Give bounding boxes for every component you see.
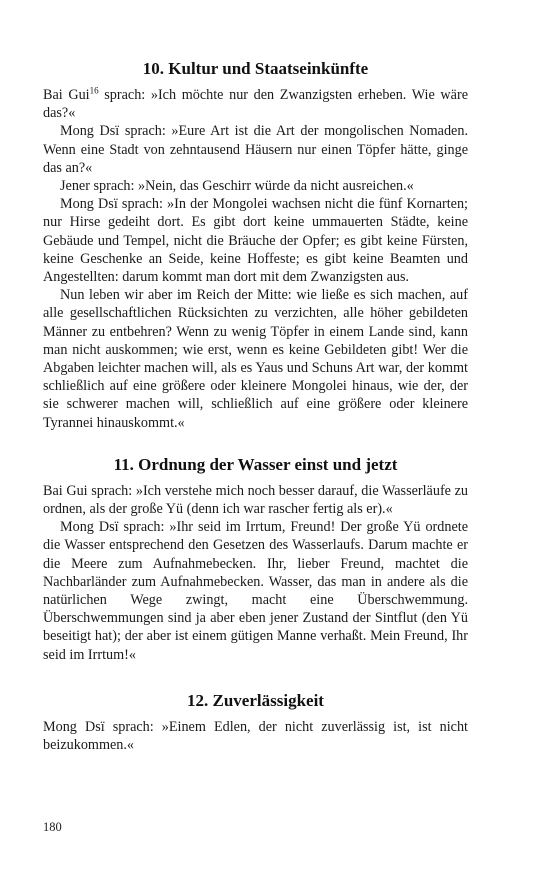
paragraph: Nun leben wir aber im Reich der Mitte: wie ließe es sich machen, auf alle gesellschaftlichen Rücksichten zu verzichten, alle höher gebildeten Männer zu entbehren? Wenn zu wenig Töpfer in einem Lande sind, kann man nicht auskommen; wie erst, wenn es keine Gebildeten gibt! Wer die Abgaben leichter machen will, als es Yaus und Schuns Art war, der kommt schließlich auf eine größere oder kleinere Mongolei hinaus, wie der, der sie schwerer machen will, schließlich auf eine größere oder kleinere Tyrannei hinauskommt.« (43, 287, 468, 431)
section-title-11: 11. Ordnung der Wasser einst und jetzt (113, 454, 398, 474)
page-content (43, 58, 468, 754)
paragraph: Mong Dsï sprach: »Einem Edlen, der nicht zuverlässig ist, ist nicht beizukommen.« (43, 718, 468, 754)
page-number: 180 (43, 820, 62, 834)
paragraph: Mong Dsï sprach: »In der Mongolei wachsen nicht die fünf Kornarten; nur Hirse gedeiht dort. Es gibt dort keine ummauerten Städte, keine Gebäude und Tempel, nicht die Bräuche der Opfer; es gibt keine Fürsten, keine Geschenke an Seide, keine Hoffeste; es gibt keine Beamten und Angestellten: darum kommt man dort mit dem Zwanzigsten aus. (43, 196, 468, 286)
paragraph: Mong Dsï sprach: »Ihr seid im Irrtum, Freund! Der große Yü ordnete die Wasser entsprechend den Gesetzen des Wasserlaufs. Darum machte er die Meere zum Aufnahmebecken. Ihr, lieber Freund, machtet die Nachbarländer zum Aufnahmebecken. Wasser, das man in andere als die natürlichen Wege zwingt, macht eine Überschwemmung. Überschwemmungen sind ja aber eben jener Zustand der Sintflut (den Yü beseitigt hat); der aber ist einem gütigen Manne verhaßt. Mein Freund, Ihr seid im Irrtum!« (43, 519, 468, 663)
paragraph-text: Bai Gui (43, 87, 90, 103)
paragraph: Mong Dsï sprach: »Eure Art ist die Art der mongolischen Nomaden. Wenn eine Stadt von zehntausend Häusern nur einen Töpfer hätte, ginge das an?« (43, 123, 468, 176)
section-title-12: 12. Zuverlässigkeit (187, 690, 324, 710)
paragraph (43, 86, 468, 122)
paragraph: Jener sprach: »Nein, das Geschirr würde da nicht ausreichen.« (60, 178, 414, 195)
paragraph-text: sprach: »Ich möchte nur den Zwanzigsten erheben. Wie wäre das?« (43, 87, 468, 122)
footnote-marker[interactable]: 16 (89, 85, 99, 96)
paragraph: Bai Gui sprach: »Ich verstehe mich noch besser darauf, die Wasserläufe zu ordnen, als der große Yü (denn ich war rascher fertig als er).« (43, 482, 468, 518)
section-title-10: 10. Kultur und Staatseinkünfte (142, 59, 369, 78)
